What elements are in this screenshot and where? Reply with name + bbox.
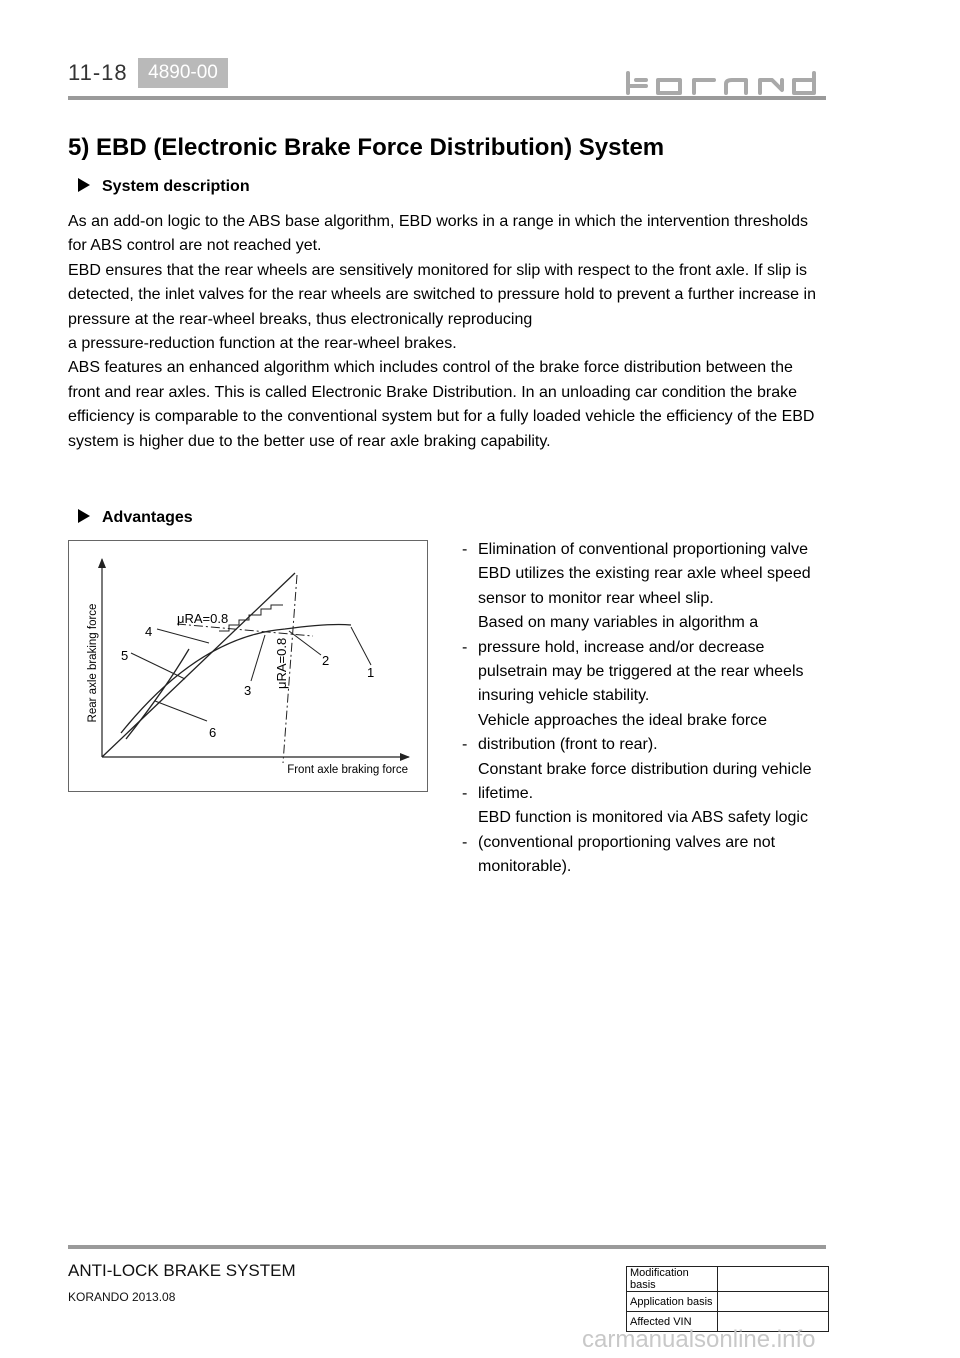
footer-title: ANTI-LOCK BRAKE SYSTEM	[68, 1261, 296, 1280]
list-dash: -	[462, 833, 468, 851]
header-rule	[68, 96, 826, 100]
table-cell-label: Affected VIN	[627, 1312, 718, 1332]
list-dash: -	[462, 785, 468, 803]
advantages-heading	[78, 509, 193, 527]
table-cell-label: Application basis	[627, 1292, 718, 1312]
y-axis-label: Rear axle braking force	[87, 603, 99, 723]
callout-2: 2	[322, 653, 330, 668]
system-description-heading	[78, 178, 250, 196]
list-line: Elimination of conventional proportioning valve	[478, 541, 808, 558]
modification-table	[626, 1266, 829, 1332]
list-line: (conventional proportioning valves are not	[478, 833, 776, 851]
callout-4: 4	[145, 624, 153, 639]
list-item	[462, 611, 832, 709]
ebd-staircase	[219, 605, 283, 631]
list-item	[462, 806, 832, 879]
callout-1: 1	[367, 665, 375, 680]
table-cell-value	[718, 1267, 829, 1292]
paragraph: EBD ensures that the rear wheels are sensitively monitored for slip with respect to the front axle. If slip is detected, the inlet valves for the rear wheels are switched to pressure hold to prevent a further increase in pressure at the rear-wheel breaks, thus electronically reproducing	[68, 261, 816, 328]
list-line: Constant brake force distribution during vehicle	[478, 760, 812, 778]
korando-logo	[622, 70, 828, 96]
paragraph: As an add-on logic to the ABS base algorithm, EBD works in a range in which the intervention thresholds for ABS control are not reached yet.	[68, 213, 808, 255]
triangle-bullet-icon	[78, 178, 90, 192]
page-number: 11-18	[68, 60, 128, 85]
leader-5	[131, 653, 185, 679]
leader-3	[251, 635, 265, 681]
list-line: distribution (front to rear).	[478, 736, 658, 754]
callout-5: 5	[121, 648, 129, 663]
leader-6	[155, 701, 207, 721]
system-description-body	[68, 210, 828, 454]
triangle-bullet-icon	[78, 509, 90, 523]
system-description-label: System description	[102, 178, 250, 195]
callout-3: 3	[244, 683, 252, 698]
list-line: monitorable).	[478, 858, 572, 876]
list-line: insuring vehicle stability.	[478, 687, 650, 705]
proportioning-line	[102, 573, 295, 757]
list-line: Vehicle approaches the ideal brake force	[478, 711, 768, 729]
ideal-distribution-curve	[121, 625, 351, 734]
leader-4	[157, 629, 209, 643]
list-line: pressure hold, increase and/or decrease	[478, 638, 765, 656]
list-line: sensor to monitor rear wheel slip.	[478, 589, 714, 607]
paragraph: a pressure-reduction function at the rear-wheel brakes.	[68, 335, 457, 353]
list-line: EBD utilizes the existing rear axle wheel speed	[478, 565, 811, 583]
list-item	[462, 709, 832, 758]
leader-2	[289, 631, 321, 655]
table-row	[627, 1292, 829, 1312]
mu-vertical-label: μRA=0.8	[274, 637, 289, 689]
advantages-label: Advantages	[102, 509, 193, 526]
table-cell-label: Modification basis	[627, 1267, 718, 1292]
mu-horizontal-label: μRA=0.8	[177, 611, 229, 626]
watermark: carmanualsonline.info	[582, 1326, 816, 1353]
list-line: Based on many variables in algorithm a	[478, 614, 759, 632]
table-row	[627, 1267, 829, 1292]
list-line: EBD function is monitored via ABS safety logic	[478, 809, 808, 827]
list-dash: -	[462, 736, 468, 754]
list-item	[462, 758, 832, 807]
paragraph: ABS features an enhanced algorithm which includes control of the brake force distribution between the front and rear axles. This is called Electronic Brake Distribution. In an unloading car condition the brake efficiency is comparable to the conventional system but for a fully loaded vehicle the efficiency of the EBD system is higher due to the better use of rear axle braking capability.	[68, 359, 815, 450]
leader-1	[351, 627, 371, 665]
ebd-diagram	[68, 540, 428, 792]
list-line: pulsetrain may be triggered at the rear wheels	[478, 663, 804, 681]
list-dash: -	[462, 638, 468, 656]
list-dash: -	[462, 541, 468, 558]
section-title: 5) EBD (Electronic Brake Force Distribution) System	[68, 134, 665, 161]
list-item	[462, 538, 832, 611]
section-code-badge: 4890-00	[138, 58, 228, 88]
footer-rule	[68, 1245, 826, 1249]
footer-subtitle: KORANDO 2013.08	[68, 1290, 176, 1304]
advantages-list	[462, 538, 832, 880]
list-line: lifetime.	[478, 785, 534, 803]
table-cell-value	[718, 1292, 829, 1312]
x-axis-label: Front axle braking force	[287, 764, 408, 776]
callout-6: 6	[209, 725, 217, 740]
